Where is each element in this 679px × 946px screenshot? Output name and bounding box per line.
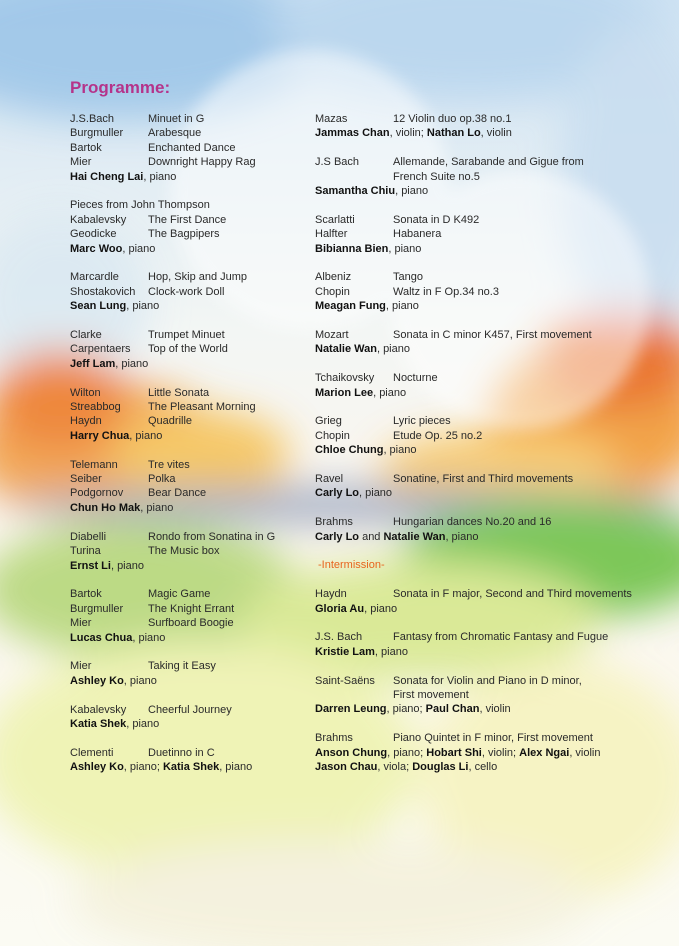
performer-name: Natalie Wan	[315, 343, 377, 356]
performer-role: , piano;	[386, 703, 426, 716]
programme-item	[70, 458, 305, 516]
programme-item	[315, 472, 655, 501]
performer-name: Lucas Chua	[70, 631, 133, 644]
piece-title: Etude Op. 25 no.2	[393, 429, 483, 442]
composer: Turina	[70, 545, 101, 558]
performer-role: , piano	[143, 170, 177, 183]
performer-name: Ernst Li	[70, 559, 111, 572]
programme-item	[70, 587, 305, 645]
programme-item	[315, 414, 655, 457]
piece-list	[315, 328, 655, 342]
performer-role: , piano	[376, 343, 410, 356]
programme-column-left	[70, 112, 305, 789]
piece-title: Sonatine, First and Third movements	[393, 473, 574, 486]
composer: Burgmuller	[70, 602, 124, 615]
programme-item	[315, 731, 655, 774]
performers	[70, 501, 305, 515]
composer: Streabbog	[70, 401, 121, 414]
performer-name: Katia Shek	[162, 761, 220, 774]
performers	[70, 631, 305, 645]
piece-title: Clock-work Doll	[148, 285, 225, 298]
performer-role: , piano;	[387, 746, 427, 759]
composer: Mozart	[315, 329, 349, 342]
composer: Grieg	[315, 415, 342, 428]
piece-list	[315, 414, 655, 443]
composer: J.S Bach	[315, 156, 360, 169]
composer: Ravel	[315, 473, 344, 486]
piece-title: Sonata in F major, Second and Third movements	[393, 588, 632, 601]
performer-role: , violin	[480, 127, 512, 140]
piece-title: The First Dance	[148, 213, 227, 226]
performers	[315, 746, 655, 760]
performer-role: , piano	[395, 185, 429, 198]
performer-role: , piano	[383, 444, 417, 457]
performer-role: , viola;	[377, 761, 413, 774]
composer: Podgornov	[70, 487, 124, 500]
performer-role: , piano	[115, 357, 149, 370]
piece-list	[70, 270, 305, 299]
composer: Clementi	[70, 746, 114, 759]
composer: Wilton	[70, 386, 101, 399]
performers	[315, 530, 655, 544]
performer-role: , violin;	[481, 746, 520, 759]
performer-name: Jammas Chan	[315, 127, 390, 140]
performer-name: Samantha Chiu	[315, 185, 396, 198]
performer-role: , piano	[126, 300, 160, 313]
composer: Clarke	[70, 329, 102, 342]
piece-list	[315, 270, 655, 299]
piece-title: Duetinno in C	[148, 746, 215, 759]
composer: Shostakovich	[70, 285, 136, 298]
piece-title: Piano Quintet in F minor, First movement	[393, 732, 593, 745]
composer: Brahms	[315, 516, 353, 529]
programme-item	[70, 270, 305, 313]
performer-role: , piano	[219, 761, 253, 774]
piece-title: 12 Violin duo op.38 no.1	[393, 113, 512, 125]
piece-title: Tre vites	[148, 458, 190, 471]
piece-title: Little Sonata	[148, 386, 210, 399]
performer-name: Anson Chung	[315, 746, 388, 759]
piece-title: The Pleasant Morning	[148, 401, 256, 414]
piece-title: Sonata for Violin and Piano in D minor, First movement	[393, 674, 582, 702]
performers	[70, 429, 305, 443]
piece-list	[70, 587, 305, 630]
piece-list	[70, 530, 305, 559]
programme-intro: Pieces from John Thompson	[70, 199, 210, 212]
performer-role: , piano	[126, 717, 160, 730]
performer-role: , piano	[129, 429, 163, 442]
performer-name: Kristie Lam	[315, 645, 375, 658]
programme-item	[315, 515, 655, 544]
performers	[315, 602, 655, 616]
performers	[70, 674, 305, 688]
piece-title: Trumpet Minuet	[148, 329, 225, 342]
composer: Chopin	[315, 285, 350, 298]
piece-list	[70, 328, 305, 357]
performer-role: , piano	[140, 501, 174, 514]
performer-role: , violin;	[389, 127, 427, 140]
composer: Mazas	[315, 113, 348, 125]
performer-name: Marc Woo	[70, 242, 123, 255]
performers	[315, 645, 655, 659]
programme-item	[70, 198, 305, 256]
composer: Carpentaers	[70, 343, 131, 356]
performer-name: Darren Leung	[315, 703, 387, 716]
piece-title: Allemande, Sarabande and Gigue from French Suite no.5	[393, 156, 584, 183]
piece-title: Minuet in G	[148, 113, 205, 125]
performers	[315, 486, 655, 500]
composer: Halfter	[315, 228, 348, 241]
piece-list	[70, 213, 305, 242]
performer-role: , piano	[373, 386, 407, 399]
piece-list	[70, 112, 305, 170]
piece-list	[70, 659, 305, 673]
piece-title: Arabesque	[148, 127, 202, 140]
composer: Saint-Saëns	[315, 674, 375, 687]
programme-item	[70, 112, 305, 184]
performer-name: Ashley Ko	[70, 761, 124, 774]
performer-name: Natalie Wan	[383, 530, 446, 543]
performers	[70, 760, 305, 774]
piece-list	[315, 731, 655, 745]
performer-name: Hai Cheng Lai	[70, 170, 144, 183]
composer: Burgmuller	[70, 127, 124, 140]
performer-name: Sean Lung	[70, 300, 127, 313]
performer-name: Chun Ho Mak	[70, 501, 141, 514]
piece-list	[70, 746, 305, 760]
performers	[315, 702, 655, 716]
composer: Tchaikovsky	[315, 372, 375, 385]
performer-name: Ashley Ko	[70, 674, 124, 687]
composer: Marcardle	[70, 271, 119, 284]
programme-item	[315, 328, 655, 357]
piece-title: Sonata in C minor K457, First movement	[393, 329, 592, 342]
performer-name: Paul Chan	[425, 703, 480, 716]
piece-title: Taking it Easy	[148, 660, 216, 673]
piece-list	[315, 674, 655, 703]
performers	[315, 386, 655, 400]
piece-list	[70, 458, 305, 501]
programme-item	[70, 530, 305, 573]
piece-list	[315, 155, 655, 184]
composer: Mier	[70, 660, 92, 673]
performers	[315, 760, 655, 774]
performer-role: , piano	[445, 530, 479, 543]
performers	[70, 299, 305, 313]
composer: J.S. Bach	[315, 631, 363, 644]
performer-role: , violin	[569, 746, 601, 759]
programme-item	[315, 587, 655, 616]
piece-title: Habanera	[393, 228, 442, 241]
performer-role: , piano	[110, 559, 144, 572]
programme-item	[70, 746, 305, 775]
composer: Diabelli	[70, 530, 107, 543]
piece-title: Rondo from Sonatina in G	[148, 530, 276, 543]
performer-name: Douglas Li	[412, 761, 469, 774]
performers	[315, 184, 655, 198]
piece-title: Waltz in F Op.34 no.3	[393, 285, 499, 298]
piece-title: Surfboard Boogie	[148, 617, 234, 630]
performer-name: Carly Lo	[315, 530, 360, 543]
piece-title: Enchanted Dance	[148, 141, 236, 154]
composer: Geodicke	[70, 228, 117, 241]
piece-title: Magic Game	[148, 588, 211, 601]
performer-role: and	[359, 530, 384, 543]
performer-role: , piano	[122, 242, 156, 255]
performers	[70, 717, 305, 731]
piece-title: Top of the World	[148, 343, 228, 356]
composer: J.S.Bach	[70, 113, 115, 125]
piece-title: Lyric pieces	[393, 415, 451, 428]
composer: Mier	[70, 156, 92, 169]
piece-title: Nocturne	[393, 372, 438, 385]
programme-item	[315, 112, 655, 141]
performers	[70, 242, 305, 256]
programme-item	[315, 371, 655, 400]
piece-title: Tango	[393, 271, 423, 284]
performer-role: , piano;	[123, 761, 163, 774]
performer-role: , piano	[359, 487, 393, 500]
composer: Bartok	[70, 588, 102, 601]
composer: Kabalevsky	[70, 703, 127, 716]
piece-title: Quadrille	[148, 415, 193, 428]
performers	[315, 126, 655, 140]
performers	[315, 342, 655, 356]
programme-item	[315, 213, 655, 256]
performer-name: Jeff Lam	[70, 357, 116, 370]
programme-item	[315, 155, 655, 198]
piece-title: The Music box	[148, 545, 220, 558]
piece-title: The Knight Errant	[148, 602, 235, 615]
composer: Seiber	[70, 473, 102, 486]
performers	[70, 559, 305, 573]
programme-item	[70, 659, 305, 688]
performer-name: Gloria Au	[315, 602, 365, 615]
composer: Albeniz	[315, 271, 352, 284]
performers	[315, 242, 655, 256]
performer-name: Jason Chau	[315, 761, 378, 774]
composer: Brahms	[315, 732, 353, 745]
performer-name: Carly Lo	[315, 487, 360, 500]
performer-role: , piano	[364, 602, 398, 615]
programme-item	[315, 674, 655, 717]
page-title: Programme:	[70, 78, 171, 97]
performer-name: Katia Shek	[70, 717, 127, 730]
performer-role: , cello	[468, 761, 498, 774]
performer-name: Alex Ngai	[519, 746, 570, 759]
performer-name: Hobart Shi	[426, 746, 482, 759]
piece-title: Polka	[148, 473, 176, 486]
performer-role: , piano	[123, 674, 157, 687]
piece-list	[70, 386, 305, 429]
programme-item	[70, 386, 305, 444]
programme-item	[70, 703, 305, 732]
piece-title: Bear Dance	[148, 487, 207, 500]
piece-title: The Bagpipers	[148, 228, 220, 241]
performer-role: , piano	[132, 631, 166, 644]
composer: Mier	[70, 617, 92, 630]
performers	[70, 170, 305, 184]
composer: Chopin	[315, 429, 350, 442]
piece-title: Downright Happy Rag	[148, 156, 256, 169]
piece-title: Cheerful Journey	[148, 703, 232, 716]
piece-list	[70, 703, 305, 717]
piece-title: Hungarian dances No.20 and 16	[393, 516, 552, 529]
piece-list	[315, 630, 655, 644]
programme-item	[315, 270, 655, 313]
piece-title: Hop, Skip and Jump	[148, 271, 248, 284]
piece-list	[315, 371, 655, 385]
piece-list	[315, 112, 655, 126]
performer-name: Nathan Lo	[426, 127, 481, 140]
performer-name: Meagan Fung	[315, 300, 386, 313]
piece-title: Fantasy from Chromatic Fantasy and Fugue	[393, 631, 609, 644]
piece-list	[315, 213, 655, 242]
performers	[315, 443, 655, 457]
performer-name: Chloe Chung	[315, 444, 384, 457]
composer: Haydn	[315, 588, 347, 601]
piece-list	[315, 472, 655, 486]
composer: Bartok	[70, 141, 102, 154]
programme-item	[70, 328, 305, 371]
performer-name: Bibianna Bien	[315, 242, 389, 255]
performer-role: , piano	[374, 645, 408, 658]
performers	[70, 357, 305, 371]
programme-column-right	[315, 112, 655, 789]
piece-title: Sonata in D K492	[393, 213, 480, 226]
composer: Kabalevsky	[70, 213, 127, 226]
intermission-label: -Intermission-	[318, 559, 385, 572]
piece-list	[315, 515, 655, 529]
performer-role: , violin	[479, 703, 511, 716]
composer: Telemann	[70, 458, 118, 471]
performers	[315, 299, 655, 313]
composer: Haydn	[70, 415, 102, 428]
composer: Scarlatti	[315, 213, 355, 226]
performer-name: Harry Chua	[70, 429, 130, 442]
performer-name: Marion Lee	[315, 386, 374, 399]
piece-list	[315, 587, 655, 601]
performer-role: , piano	[388, 242, 422, 255]
programme-item	[315, 630, 655, 659]
performer-role: , piano	[385, 300, 419, 313]
